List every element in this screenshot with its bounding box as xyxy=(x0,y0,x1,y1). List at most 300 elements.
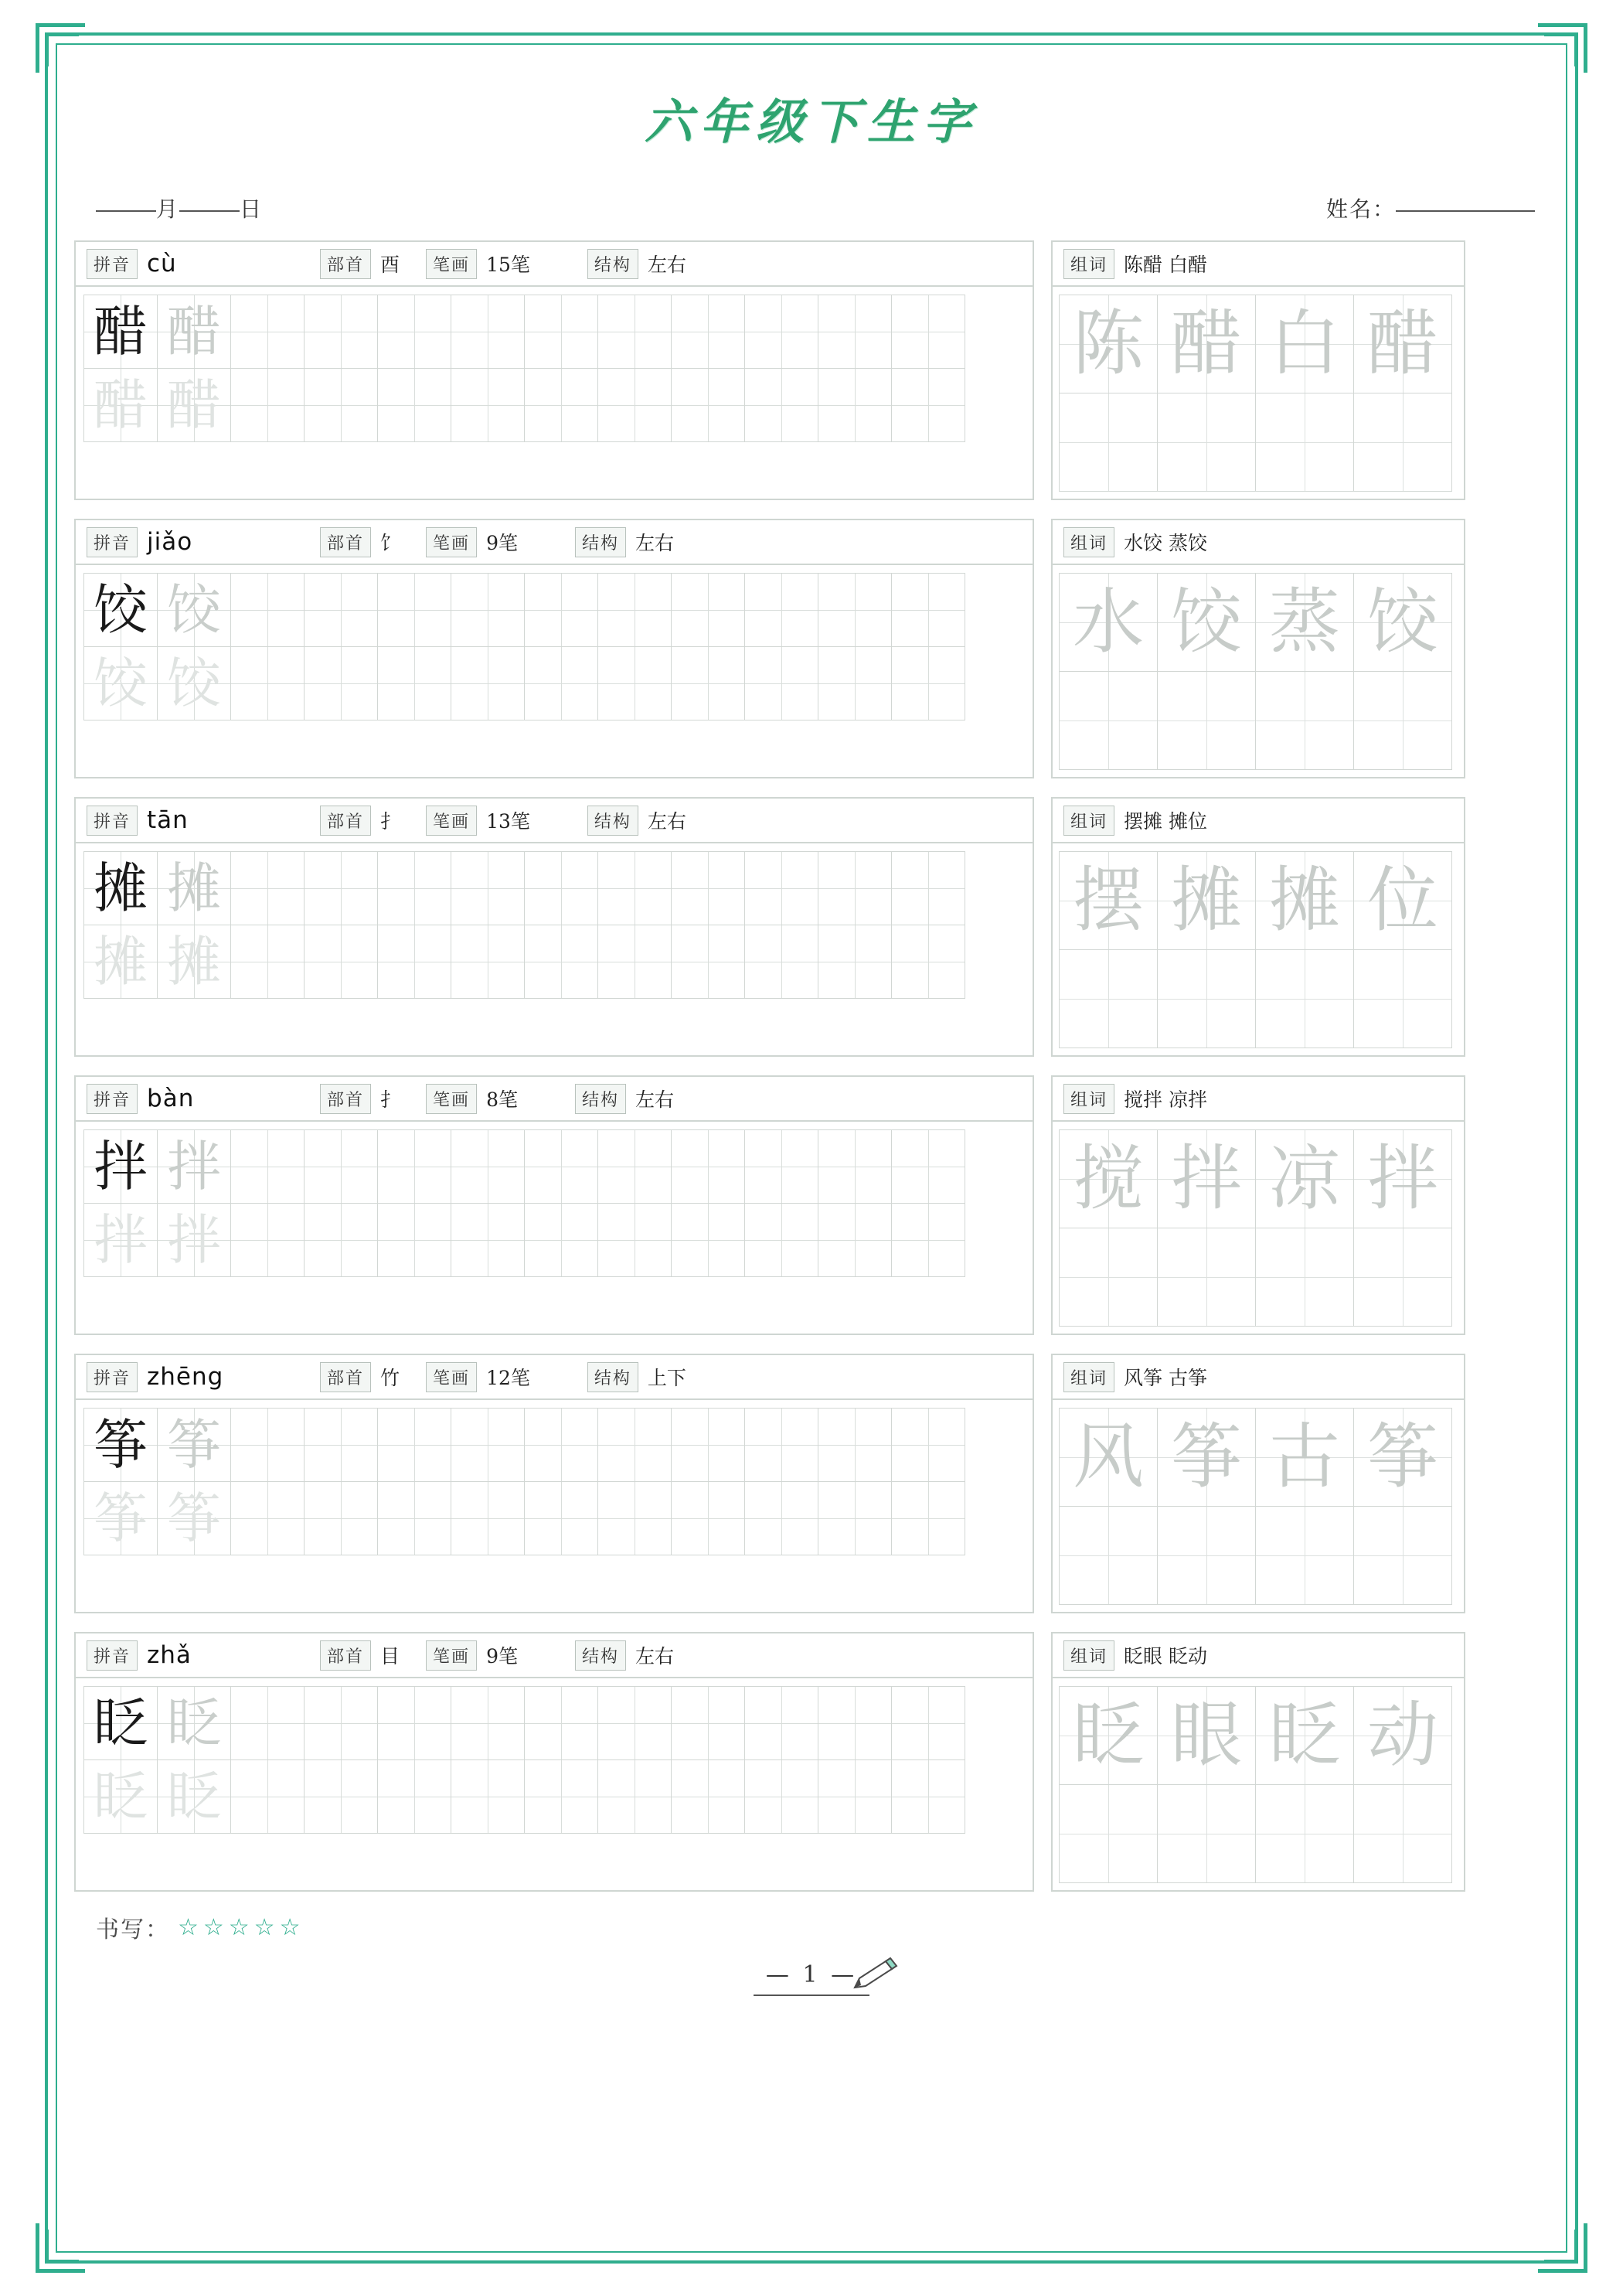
tracing-cell[interactable] xyxy=(230,925,305,999)
tracing-cell[interactable] xyxy=(671,1129,745,1204)
tracing-cell[interactable] xyxy=(230,1759,305,1834)
tracing-cell[interactable] xyxy=(524,1129,598,1204)
tracing-cell[interactable] xyxy=(818,573,892,647)
tracing-cell[interactable] xyxy=(83,1408,158,1482)
tracing-cell[interactable] xyxy=(377,573,451,647)
month-label: 月 xyxy=(156,196,180,222)
word-cell[interactable] xyxy=(1255,851,1354,950)
tracing-cell[interactable] xyxy=(451,573,525,647)
tracing-cell[interactable] xyxy=(891,1759,965,1834)
word-glyph: 蒸 xyxy=(1268,581,1340,663)
word-cell[interactable] xyxy=(1157,1784,1256,1883)
word-glyph: 水 xyxy=(1072,581,1144,663)
words-grid[interactable] xyxy=(1053,565,1464,777)
words-block xyxy=(1051,240,1465,500)
words-info-bar xyxy=(1053,1355,1464,1400)
tracing-cell[interactable] xyxy=(818,851,892,925)
tracing-cell[interactable] xyxy=(451,1129,525,1204)
tracing-cell[interactable] xyxy=(671,1686,745,1760)
word-cell[interactable] xyxy=(1255,1506,1354,1605)
day-label: 日 xyxy=(240,196,264,222)
words-block xyxy=(1051,1075,1465,1335)
tracing-cell[interactable] xyxy=(671,368,745,442)
radical-value: 目 xyxy=(380,1645,400,1667)
tracing-cell[interactable] xyxy=(744,1686,818,1760)
tracing-grid-row[interactable] xyxy=(83,851,1025,925)
meta-row xyxy=(74,192,1549,223)
character-glyph: 眨 xyxy=(94,1691,148,1755)
tracing-grid-row[interactable] xyxy=(83,1686,1025,1759)
name-field[interactable] xyxy=(1326,192,1535,223)
words-block xyxy=(1051,797,1465,1057)
radical-label: 部首 xyxy=(320,1640,371,1671)
word-cell[interactable] xyxy=(1059,671,1158,770)
word-glyph: 筝 xyxy=(1170,1415,1242,1498)
word-cell[interactable] xyxy=(1255,1408,1354,1507)
tracing-cell[interactable] xyxy=(230,1129,305,1204)
word-cell[interactable] xyxy=(1157,1408,1256,1507)
words-grid[interactable] xyxy=(1053,1400,1464,1612)
tracing-cell[interactable] xyxy=(377,295,451,369)
tracing-cell[interactable] xyxy=(157,573,231,647)
word-cell[interactable] xyxy=(1353,671,1452,770)
character-glyph: 摊 xyxy=(94,857,148,920)
tracing-cell[interactable] xyxy=(891,646,965,720)
character-row xyxy=(74,240,1549,500)
tracing-cell[interactable] xyxy=(377,1129,451,1204)
character-glyph: 拌 xyxy=(167,1208,221,1272)
word-glyph: 眨 xyxy=(1072,1694,1144,1777)
character-glyph: 饺 xyxy=(167,578,221,642)
word-glyph: 饺 xyxy=(1366,581,1438,663)
tracing-grid-row[interactable] xyxy=(83,646,1025,720)
tracing-cell[interactable] xyxy=(157,295,231,369)
tracing-cell[interactable] xyxy=(597,925,672,999)
word-cell[interactable] xyxy=(1353,949,1452,1048)
tracing-cell[interactable] xyxy=(83,925,158,999)
word-cell[interactable] xyxy=(1157,1506,1256,1605)
word-cell[interactable] xyxy=(1157,295,1256,393)
words-label: 组词 xyxy=(1063,1362,1114,1392)
tracing-cell[interactable] xyxy=(377,1481,451,1555)
tracing-cell[interactable] xyxy=(377,1686,451,1760)
tracing-cell[interactable] xyxy=(744,295,818,369)
words-grid[interactable] xyxy=(1053,843,1464,1055)
tracing-cell[interactable] xyxy=(304,1203,378,1277)
tracing-cell[interactable] xyxy=(818,1408,892,1482)
tracing-cell[interactable] xyxy=(671,573,745,647)
word-cell[interactable] xyxy=(1255,573,1354,672)
tracing-grid[interactable] xyxy=(76,1122,1033,1286)
pinyin-label: 拼音 xyxy=(87,249,138,279)
tracing-cell[interactable] xyxy=(304,646,378,720)
tracing-cell[interactable] xyxy=(377,646,451,720)
tracing-cell[interactable] xyxy=(818,1129,892,1204)
pinyin-value: zhēng xyxy=(147,1363,224,1391)
tracing-cell[interactable] xyxy=(524,646,598,720)
character-glyph: 拌 xyxy=(94,1135,148,1198)
word-cell[interactable] xyxy=(1353,295,1452,393)
word-cell[interactable] xyxy=(1255,1784,1354,1883)
radical-label: 部首 xyxy=(320,1362,371,1392)
radical-label: 部首 xyxy=(320,1084,371,1114)
word-cell[interactable] xyxy=(1059,1784,1158,1883)
pinyin-label: 拼音 xyxy=(87,1640,138,1671)
word-glyph: 陈 xyxy=(1072,302,1144,385)
character-info-bar xyxy=(76,242,1033,287)
tracing-cell[interactable] xyxy=(597,295,672,369)
tracing-cell[interactable] xyxy=(524,851,598,925)
tracing-cell[interactable] xyxy=(671,1481,745,1555)
word-cell[interactable] xyxy=(1353,1506,1452,1605)
tracing-cell[interactable] xyxy=(891,573,965,647)
structure-value: 左右 xyxy=(635,1088,674,1111)
pinyin-label: 拼音 xyxy=(87,806,138,836)
word-cell[interactable] xyxy=(1157,393,1256,492)
tracing-grid[interactable] xyxy=(76,1400,1033,1564)
radical-value: 扌 xyxy=(380,810,400,833)
tracing-cell[interactable] xyxy=(744,1481,818,1555)
word-cell[interactable] xyxy=(1353,1686,1452,1785)
word-cell[interactable] xyxy=(1157,1129,1256,1228)
tracing-cell[interactable] xyxy=(818,1759,892,1834)
tracing-cell[interactable] xyxy=(818,646,892,720)
tracing-cell[interactable] xyxy=(304,295,378,369)
word-cell[interactable] xyxy=(1059,1506,1158,1605)
tracing-cell[interactable] xyxy=(451,1759,525,1834)
tracing-cell[interactable] xyxy=(451,1481,525,1555)
tracing-cell[interactable] xyxy=(891,925,965,999)
word-cell[interactable] xyxy=(1255,1686,1354,1785)
character-glyph: 醋 xyxy=(167,300,221,363)
tracing-cell[interactable] xyxy=(524,1481,598,1555)
strokes-value: 9笔 xyxy=(486,1645,518,1667)
practice-block xyxy=(74,1354,1034,1613)
tracing-cell[interactable] xyxy=(744,925,818,999)
tracing-cell[interactable] xyxy=(230,1203,305,1277)
pinyin-value: zhǎ xyxy=(147,1641,192,1669)
tracing-cell[interactable] xyxy=(818,368,892,442)
word-cell[interactable] xyxy=(1255,671,1354,770)
word-cell[interactable] xyxy=(1157,573,1256,672)
word-cell[interactable] xyxy=(1353,1784,1452,1883)
radical-value: 扌 xyxy=(380,1088,400,1111)
word-cell[interactable] xyxy=(1255,1129,1354,1228)
pinyin-label: 拼音 xyxy=(87,527,138,557)
tracing-cell[interactable] xyxy=(891,851,965,925)
character-row xyxy=(74,1354,1549,1613)
tracing-cell[interactable] xyxy=(377,851,451,925)
tracing-cell[interactable] xyxy=(891,295,965,369)
radical-value: 饣 xyxy=(380,532,400,554)
tracing-cell[interactable] xyxy=(304,851,378,925)
tracing-cell[interactable] xyxy=(671,1203,745,1277)
tracing-cell[interactable] xyxy=(304,1129,378,1204)
tracing-cell[interactable] xyxy=(524,1203,598,1277)
word-glyph: 白 xyxy=(1268,302,1340,385)
tracing-cell[interactable] xyxy=(230,295,305,369)
strokes-label: 笔画 xyxy=(426,249,477,279)
tracing-cell[interactable] xyxy=(597,1203,672,1277)
tracing-cell[interactable] xyxy=(744,1408,818,1482)
tracing-cell[interactable] xyxy=(451,646,525,720)
tracing-cell[interactable] xyxy=(744,368,818,442)
tracing-grid-row[interactable] xyxy=(83,1129,1025,1203)
tracing-cell[interactable] xyxy=(818,1203,892,1277)
structure-value: 左右 xyxy=(635,532,674,554)
words-info-bar xyxy=(1053,1633,1464,1678)
word-cell[interactable] xyxy=(1157,671,1256,770)
tracing-cell[interactable] xyxy=(377,1408,451,1482)
tracing-cell[interactable] xyxy=(304,925,378,999)
tracing-cell[interactable] xyxy=(230,1408,305,1482)
tracing-cell[interactable] xyxy=(83,368,158,442)
tracing-cell[interactable] xyxy=(230,1481,305,1555)
character-glyph: 饺 xyxy=(94,652,148,715)
star-rating[interactable]: ☆☆☆☆☆ xyxy=(178,1913,305,1941)
tracing-grid-row[interactable] xyxy=(83,1408,1025,1481)
tracing-cell[interactable] xyxy=(818,295,892,369)
tracing-cell[interactable] xyxy=(377,1203,451,1277)
page-footer xyxy=(74,1961,1549,1996)
words-grid[interactable] xyxy=(1053,1678,1464,1890)
words-block xyxy=(1051,1354,1465,1613)
tracing-grid-row[interactable] xyxy=(83,368,1025,441)
word-cell[interactable] xyxy=(1157,949,1256,1048)
character-glyph: 眨 xyxy=(94,1765,148,1828)
tracing-cell[interactable] xyxy=(524,368,598,442)
tracing-cell[interactable] xyxy=(818,925,892,999)
word-glyph: 动 xyxy=(1366,1694,1438,1777)
word-cell[interactable] xyxy=(1059,1686,1158,1785)
tracing-cell[interactable] xyxy=(83,1686,158,1760)
tracing-cell[interactable] xyxy=(744,1129,818,1204)
word-cell[interactable] xyxy=(1059,573,1158,672)
worksheet-content xyxy=(74,60,1549,2236)
tracing-cell[interactable] xyxy=(891,1686,965,1760)
tracing-grid-row[interactable] xyxy=(83,1203,1025,1276)
tracing-cell[interactable] xyxy=(891,1408,965,1482)
tracing-cell[interactable] xyxy=(744,851,818,925)
word-glyph: 筝 xyxy=(1366,1415,1438,1498)
character-row xyxy=(74,1075,1549,1335)
practice-block xyxy=(74,519,1034,778)
word-cell[interactable] xyxy=(1157,1686,1256,1785)
tracing-cell[interactable] xyxy=(157,368,231,442)
tracing-grid[interactable] xyxy=(76,1678,1033,1842)
structure-value: 左右 xyxy=(635,1645,674,1667)
structure-label: 结构 xyxy=(587,806,638,836)
tracing-cell[interactable] xyxy=(377,368,451,442)
tracing-cell[interactable] xyxy=(83,646,158,720)
character-glyph: 眨 xyxy=(167,1765,221,1828)
tracing-cell[interactable] xyxy=(377,1759,451,1834)
word-cell[interactable] xyxy=(1255,949,1354,1048)
word-cell[interactable] xyxy=(1353,573,1452,672)
word-cell[interactable] xyxy=(1059,1408,1158,1507)
tracing-cell[interactable] xyxy=(157,1408,231,1482)
tracing-cell[interactable] xyxy=(524,1759,598,1834)
character-info-bar xyxy=(76,1355,1033,1400)
radical-label: 部首 xyxy=(320,527,371,557)
tracing-cell[interactable] xyxy=(157,646,231,720)
tracing-cell[interactable] xyxy=(83,1129,158,1204)
tracing-cell[interactable] xyxy=(451,1686,525,1760)
word-glyph: 醋 xyxy=(1170,302,1242,385)
tracing-cell[interactable] xyxy=(451,295,525,369)
tracing-grid-row[interactable] xyxy=(83,1759,1025,1833)
tracing-cell[interactable] xyxy=(304,1686,378,1760)
tracing-cell[interactable] xyxy=(744,1759,818,1834)
tracing-cell[interactable] xyxy=(818,1481,892,1555)
words-block xyxy=(1051,1632,1465,1892)
tracing-cell[interactable] xyxy=(671,1408,745,1482)
strokes-label: 笔画 xyxy=(426,1362,477,1392)
word-cell[interactable] xyxy=(1157,1228,1256,1327)
tracing-cell[interactable] xyxy=(157,925,231,999)
character-glyph: 筝 xyxy=(167,1487,221,1550)
tracing-cell[interactable] xyxy=(157,1203,231,1277)
pencil-icon xyxy=(852,1957,901,1991)
tracing-cell[interactable] xyxy=(671,925,745,999)
page-title: 六年级下生字 xyxy=(644,94,978,150)
words-grid[interactable] xyxy=(1053,1122,1464,1334)
tracing-cell[interactable] xyxy=(451,851,525,925)
words-value: 风筝 古筝 xyxy=(1124,1367,1207,1389)
words-block xyxy=(1051,519,1465,778)
tracing-cell[interactable] xyxy=(230,1686,305,1760)
handwriting-rating xyxy=(74,1910,1549,1944)
tracing-cell[interactable] xyxy=(304,1408,378,1482)
words-value: 摆摊 摊位 xyxy=(1124,810,1207,833)
tracing-cell[interactable] xyxy=(671,646,745,720)
word-cell[interactable] xyxy=(1059,295,1158,393)
structure-label: 结构 xyxy=(575,527,626,557)
tracing-cell[interactable] xyxy=(818,1686,892,1760)
tracing-cell[interactable] xyxy=(230,573,305,647)
word-glyph: 位 xyxy=(1366,859,1438,942)
tracing-grid[interactable] xyxy=(76,565,1033,729)
tracing-cell[interactable] xyxy=(157,1129,231,1204)
date-field[interactable] xyxy=(96,192,263,223)
tracing-cell[interactable] xyxy=(891,1129,965,1204)
tracing-cell[interactable] xyxy=(230,368,305,442)
tracing-grid-row[interactable] xyxy=(83,573,1025,646)
words-grid[interactable] xyxy=(1053,287,1464,499)
tracing-cell[interactable] xyxy=(597,368,672,442)
tracing-cell[interactable] xyxy=(230,646,305,720)
tracing-grid[interactable] xyxy=(76,843,1033,1007)
tracing-cell[interactable] xyxy=(597,1759,672,1834)
tracing-cell[interactable] xyxy=(83,1481,158,1555)
strokes-label: 笔画 xyxy=(426,1084,477,1114)
word-cell[interactable] xyxy=(1059,1129,1158,1228)
tracing-cell[interactable] xyxy=(451,1203,525,1277)
word-cell[interactable] xyxy=(1255,393,1354,492)
words-value: 水饺 蒸饺 xyxy=(1124,532,1207,554)
tracing-cell[interactable] xyxy=(597,1408,672,1482)
tracing-cell[interactable] xyxy=(451,1408,525,1482)
tracing-cell[interactable] xyxy=(524,573,598,647)
word-cell[interactable] xyxy=(1059,393,1158,492)
tracing-cell[interactable] xyxy=(451,925,525,999)
word-cell[interactable] xyxy=(1255,295,1354,393)
tracing-grid-row[interactable] xyxy=(83,295,1025,368)
tracing-cell[interactable] xyxy=(157,1481,231,1555)
tracing-cell[interactable] xyxy=(377,925,451,999)
tracing-cell[interactable] xyxy=(524,925,598,999)
word-cell[interactable] xyxy=(1255,1228,1354,1327)
tracing-cell[interactable] xyxy=(157,1686,231,1760)
tracing-cell[interactable] xyxy=(524,1686,598,1760)
tracing-cell[interactable] xyxy=(304,1759,378,1834)
tracing-cell[interactable] xyxy=(597,646,672,720)
tracing-cell[interactable] xyxy=(671,851,745,925)
tracing-cell[interactable] xyxy=(597,1686,672,1760)
strokes-label: 笔画 xyxy=(426,806,477,836)
tracing-cell[interactable] xyxy=(671,1759,745,1834)
words-label: 组词 xyxy=(1063,527,1114,557)
word-cell[interactable] xyxy=(1157,851,1256,950)
word-glyph: 摆 xyxy=(1072,859,1144,942)
radical-label: 部首 xyxy=(320,249,371,279)
word-cell[interactable] xyxy=(1353,1228,1452,1327)
word-cell[interactable] xyxy=(1353,1408,1452,1507)
tracing-cell[interactable] xyxy=(451,368,525,442)
tracing-cell[interactable] xyxy=(744,646,818,720)
structure-value: 上下 xyxy=(647,1367,686,1389)
tracing-cell[interactable] xyxy=(83,851,158,925)
structure-label: 结构 xyxy=(575,1640,626,1671)
page-footer-line xyxy=(754,1995,869,1996)
tracing-cell[interactable] xyxy=(597,851,672,925)
tracing-cell[interactable] xyxy=(891,1203,965,1277)
tracing-cell[interactable] xyxy=(597,573,672,647)
tracing-cell[interactable] xyxy=(891,368,965,442)
tracing-cell[interactable] xyxy=(83,573,158,647)
pinyin-label: 拼音 xyxy=(87,1084,138,1114)
word-cell[interactable] xyxy=(1353,1129,1452,1228)
tracing-cell[interactable] xyxy=(83,1203,158,1277)
word-glyph: 拌 xyxy=(1170,1137,1242,1220)
tracing-cell[interactable] xyxy=(83,1759,158,1834)
tracing-cell[interactable] xyxy=(304,368,378,442)
tracing-grid-row[interactable] xyxy=(83,925,1025,998)
structure-label: 结构 xyxy=(575,1084,626,1114)
word-cell[interactable] xyxy=(1059,949,1158,1048)
tracing-cell[interactable] xyxy=(230,851,305,925)
tracing-cell[interactable] xyxy=(157,851,231,925)
word-cell[interactable] xyxy=(1059,1228,1158,1327)
word-cell[interactable] xyxy=(1353,393,1452,492)
tracing-cell[interactable] xyxy=(83,295,158,369)
tracing-cell[interactable] xyxy=(744,573,818,647)
tracing-grid-row[interactable] xyxy=(83,1481,1025,1555)
tracing-cell[interactable] xyxy=(891,1481,965,1555)
tracing-cell[interactable] xyxy=(304,1481,378,1555)
tracing-cell[interactable] xyxy=(597,1481,672,1555)
tracing-grid[interactable] xyxy=(76,287,1033,451)
word-cell[interactable] xyxy=(1353,851,1452,950)
word-cell[interactable] xyxy=(1059,851,1158,950)
tracing-cell[interactable] xyxy=(671,295,745,369)
tracing-cell[interactable] xyxy=(304,573,378,647)
tracing-cell[interactable] xyxy=(524,1408,598,1482)
tracing-cell[interactable] xyxy=(744,1203,818,1277)
tracing-cell[interactable] xyxy=(524,295,598,369)
tracing-cell[interactable] xyxy=(157,1759,231,1834)
tracing-cell[interactable] xyxy=(597,1129,672,1204)
